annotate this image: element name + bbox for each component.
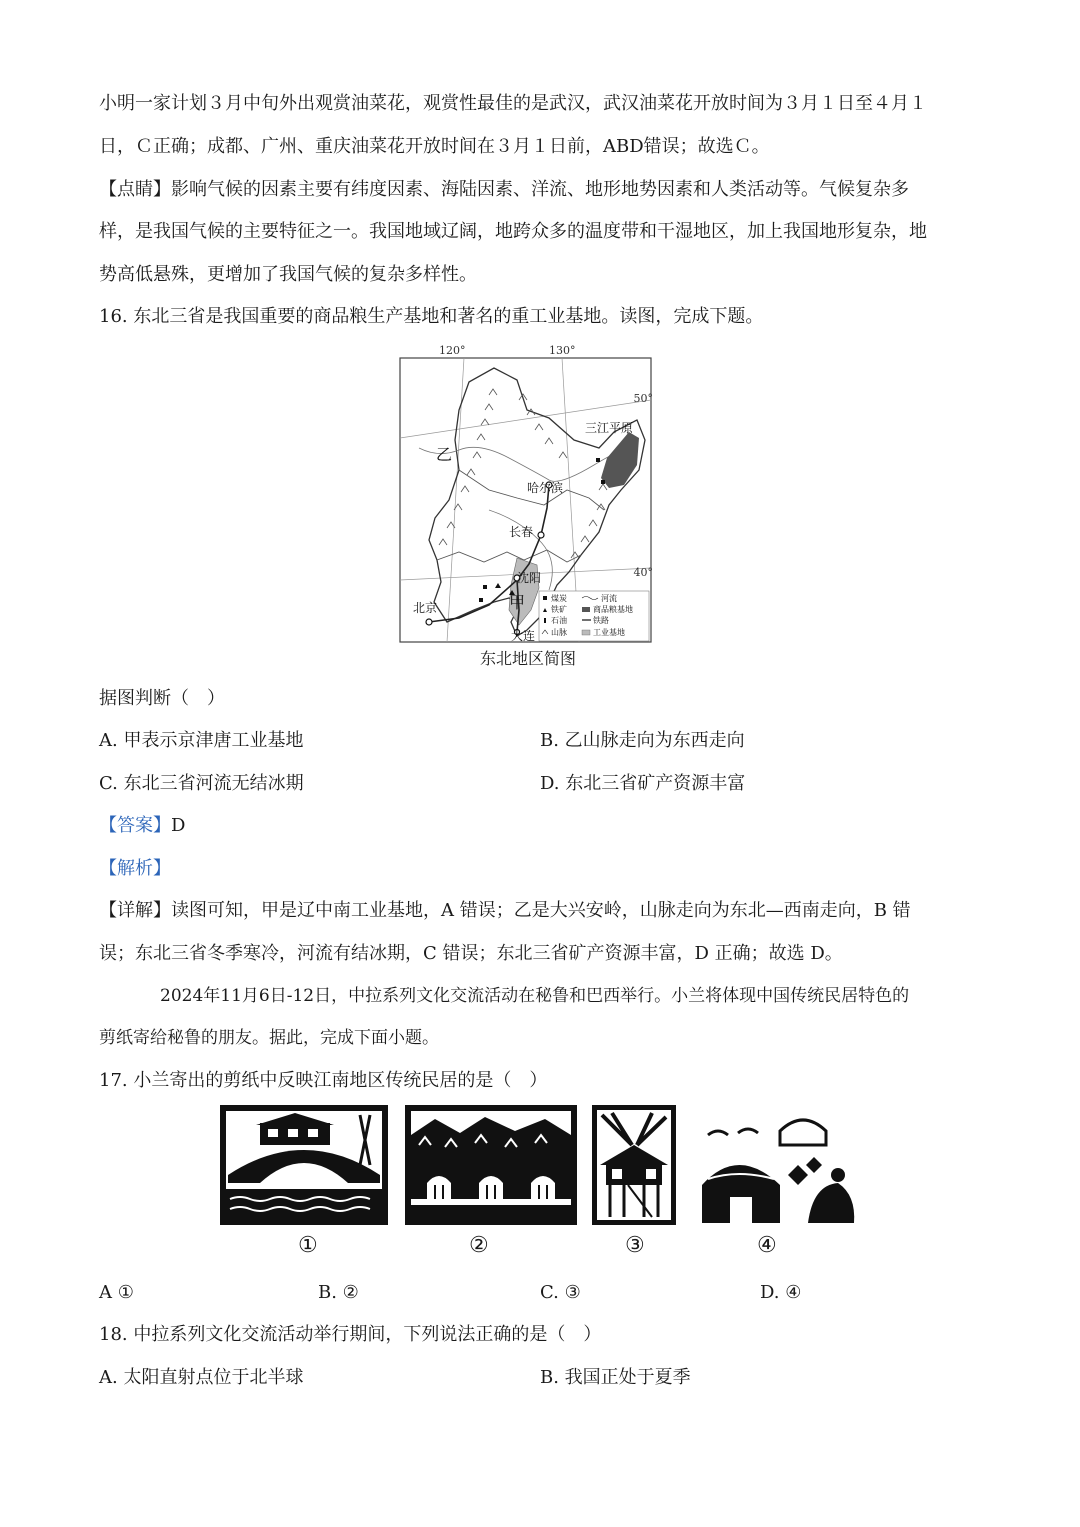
q16-option-a[interactable]: A. 甲表示京津唐工业基地 [99,730,304,751]
papercut-label-2: ② [469,1233,489,1258]
label-lat-40: 40° [633,566,653,579]
dianjing-text: 影响气候的因素主要有纬度因素、海陆因素、洋流、地形地势因素和人类活动等。气候复杂多 [171,179,909,200]
intro-line-1: 2024年11月6日-12日，中拉系列文化交流活动在秘鲁和巴西举行。小兰将体现中国传统民居特色的 [160,986,910,1006]
papercut-jiangnan-bridge [220,1105,388,1225]
q17-option-b[interactable]: B. ② [318,1282,359,1303]
map-caption: 东北地区简图 [480,649,577,668]
q17-option-a[interactable]: A ① [99,1282,134,1303]
answer-value: D [171,815,186,836]
city-beijing [426,619,432,625]
label-haerbin: 哈尔滨 [527,481,564,495]
papercut-stilt-house [592,1105,676,1225]
label-jia: 甲 [509,593,526,612]
answer-tag: 【答案】 [99,815,171,836]
label-beijing: 北京 [413,601,438,615]
q18-option-b[interactable]: B. 我国正处于夏季 [540,1367,691,1388]
detail-line-2: 误；东北三省冬季寒冷，河流有结冰期，C 错误；东北三省矿产资源丰富，D 正确；故选 D。 [99,943,843,964]
coal-marker [596,458,600,462]
papercut-label-3: ③ [625,1233,645,1258]
q16-option-c[interactable]: C. 东北三省河流无结冰期 [99,773,304,794]
label-lat-50: 50° [633,392,653,405]
intro-line-2: 剪纸寄给秘鲁的朋友。据此，完成下面小题。 [99,1028,439,1048]
q17-option-c[interactable]: C. ③ [540,1282,581,1303]
label-dalian: 大连 [511,629,536,643]
svg-text:煤炭: 煤炭 [551,594,567,603]
papercut-cave-dwelling [405,1105,577,1225]
text-line-5: 势高低悬殊，更增加了我国气候的复杂多样性。 [99,264,477,285]
text-line-3 [99,177,909,203]
dianjing-tag: 【点睛】 [99,179,171,200]
text-line-4: 样，是我国气候的主要特征之一。我国地域辽阔，地跨众多的温度带和干湿地区，加上我国地形复杂，地 [99,221,927,242]
svg-text:铁路: 铁路 [593,616,609,625]
svg-text:铁矿: 铁矿 [551,605,567,614]
q18-option-a[interactable]: A. 太阳直射点位于北半球 [99,1367,304,1388]
q16-prompt: 据图判断（ ） [99,688,225,709]
label-shenyang: 沈阳 [517,571,542,585]
text-line-1: 小明一家计划３月中旬外出观赏油菜花，观赏性最佳的是武汉，武汉油菜花开放时间为３月１日至４月１ [99,93,927,114]
coal-marker [479,598,483,602]
coal-marker [601,480,605,484]
map-legend [539,591,649,641]
q17-option-d[interactable]: D. ④ [760,1282,802,1303]
svg-text:商品粮基地: 商品粮基地 [593,605,633,614]
label-changchun: 长春 [509,525,534,539]
label-sanjiang: 三江平原 [585,421,634,435]
label-lon-120: 120° [439,344,466,357]
coal-marker [483,585,487,589]
q16-option-b[interactable]: B. 乙山脉走向为东西走向 [540,730,745,751]
question-18: 18. 中拉系列文化交流活动举行期间，下列说法正确的是（ ） [99,1324,602,1345]
question-16: 16. 东北三省是我国重要的商品粮生产基地和著名的重工业基地。读图，完成下题。 [99,306,764,327]
papercut-yurt [688,1105,858,1225]
detail-line-1 [99,898,911,924]
svg-text:山脉: 山脉 [551,628,567,637]
analysis-tag: 【解析】 [99,858,171,879]
question-17: 17. 小兰寄出的剪纸中反映江南地区传统民居的是（ ） [99,1070,548,1091]
label-yi: 乙 [436,445,453,464]
svg-text:河流: 河流 [601,594,617,603]
svg-text:石油: 石油 [551,616,567,625]
papercut-label-4: ④ [757,1233,777,1258]
label-lon-130: 130° [549,344,576,357]
svg-text:工业基地: 工业基地 [593,628,625,637]
papercut-label-1: ① [298,1233,318,1258]
q16-option-d[interactable]: D. 东北三省矿产资源丰富 [540,773,746,794]
detail-text-1: 读图可知，甲是辽中南工业基地，A 错误；乙是大兴安岭，山脉走向为东北—西南走向，B 错 [171,900,911,921]
city-changchun [538,532,544,538]
detail-tag: 【详解】 [99,900,171,921]
answer-line [99,813,185,839]
northeast-map [399,340,653,646]
text-line-2: 日，Ｃ正确；成都、广州、重庆油菜花开放时间在３月１日前，ABD错误；故选Ｃ。 [99,136,770,157]
